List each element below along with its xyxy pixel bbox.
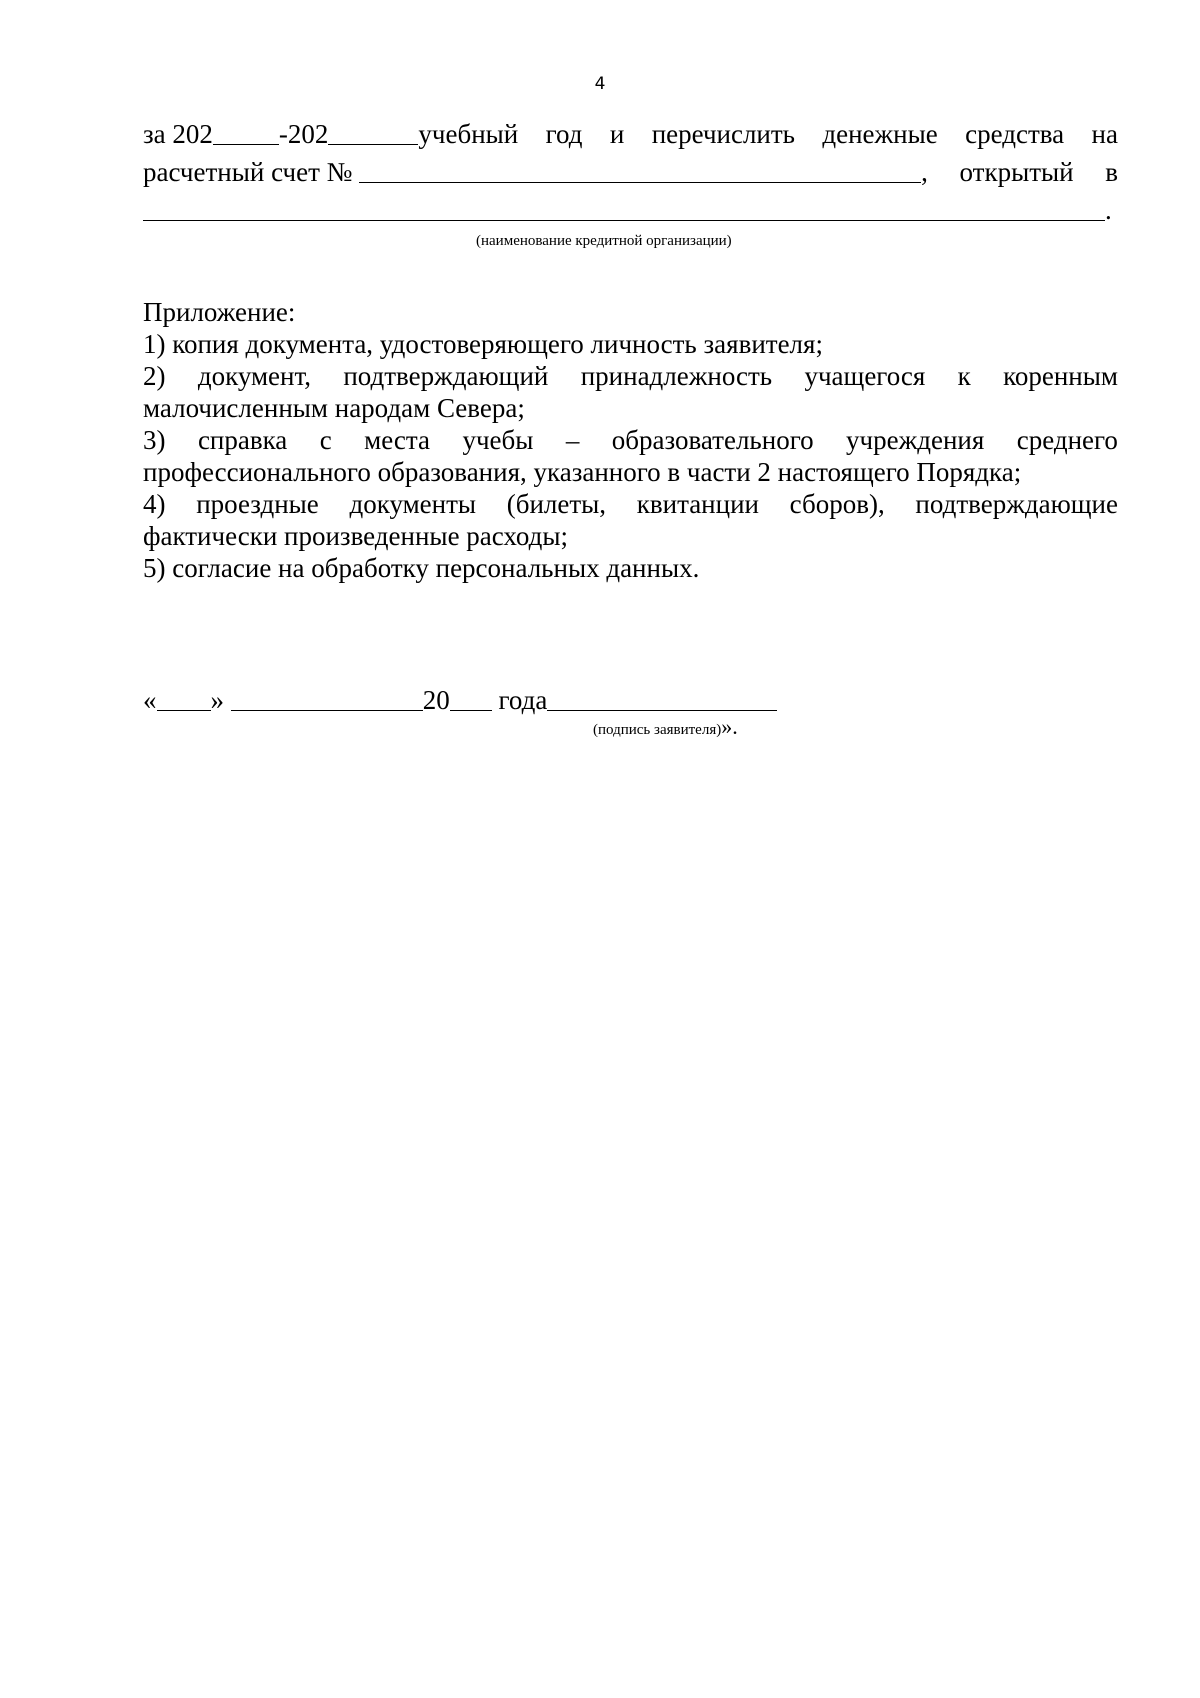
word: подтверждающие xyxy=(915,489,1118,519)
academic-year-line xyxy=(143,118,1118,150)
account-comma: , xyxy=(921,157,928,187)
year-field-group xyxy=(143,118,518,150)
account-line xyxy=(143,156,1118,188)
word: (билеты, xyxy=(506,489,607,519)
bank-period: . xyxy=(1105,195,1112,225)
attachment-item-3-line-2: профессионального образования, указанного в части 2 настоящего Порядка; xyxy=(143,457,1022,487)
year-end-blank[interactable] xyxy=(328,120,418,145)
page-number: 4 xyxy=(594,74,606,94)
word: учебы xyxy=(462,425,534,455)
bank-name-blank[interactable] xyxy=(143,196,1105,221)
year-word: год xyxy=(545,119,583,149)
attachment-item-4-line-2: фактически произведенные расходы; xyxy=(143,521,568,551)
day-blank[interactable] xyxy=(157,686,211,711)
attachments-list xyxy=(143,296,1118,584)
year-dash: -202 xyxy=(278,119,329,149)
attachment-item-1: 1) копия документа, удостоверяющего личность заявителя; xyxy=(143,329,823,359)
year-word-label: года xyxy=(498,685,548,715)
funds-word: средства xyxy=(965,119,1065,149)
to-word: на xyxy=(1091,119,1118,149)
word: справка xyxy=(197,425,288,455)
word: к xyxy=(957,361,971,391)
word: образовательного xyxy=(611,425,814,455)
word: среднего xyxy=(1016,425,1118,455)
word: документы xyxy=(349,489,477,519)
attachment-item-3-line-1 xyxy=(143,424,1118,456)
month-blank[interactable] xyxy=(231,686,423,711)
bank-line xyxy=(143,194,1118,226)
signature-blank[interactable] xyxy=(547,686,777,711)
year-prefix: за 202 xyxy=(143,119,213,149)
academic-word: учебный xyxy=(418,119,519,149)
account-number-blank[interactable] xyxy=(359,158,921,183)
word: учащегося xyxy=(804,361,926,391)
account-field-group xyxy=(143,156,928,188)
and-word: и xyxy=(609,119,625,149)
word: проездные xyxy=(196,489,319,519)
date-signature-line xyxy=(143,684,777,716)
attachment-item-2-line-1 xyxy=(143,360,1118,392)
word: сборов), xyxy=(789,489,885,519)
year-start-blank[interactable] xyxy=(213,120,279,145)
year-blank[interactable] xyxy=(450,686,492,711)
word: учреждения xyxy=(846,425,985,455)
word: квитанции xyxy=(636,489,759,519)
word: – xyxy=(565,425,580,455)
closing-quote: ». xyxy=(721,714,738,739)
word: 3) xyxy=(143,425,166,455)
word: подтверждающий xyxy=(343,361,549,391)
bank-caption: (наименование кредитной организации) xyxy=(476,233,732,249)
attachment-item-2-line-2: малочисленным народам Севера; xyxy=(143,393,525,423)
word: принадлежность xyxy=(580,361,773,391)
close-quote: » xyxy=(210,685,224,715)
word: 2) xyxy=(143,361,166,391)
word: коренным xyxy=(1003,361,1118,391)
account-label: расчетный счет № xyxy=(143,157,353,187)
signature-caption-text: (подпись заявителя) xyxy=(593,722,722,738)
attachment-item-5: 5) согласие на обработку персональных данных. xyxy=(143,553,700,583)
century-prefix: 20 xyxy=(422,685,450,715)
word: места xyxy=(364,425,430,455)
attachment-item-4-line-1 xyxy=(143,488,1118,520)
opened-word: открытый xyxy=(959,157,1074,187)
attachments-heading: Приложение: xyxy=(143,297,296,327)
signature-caption xyxy=(593,714,738,739)
word: 4) xyxy=(143,489,166,519)
transfer-word: перечислить xyxy=(651,119,795,149)
word: документ, xyxy=(197,361,311,391)
word: с xyxy=(319,425,332,455)
in-word: в xyxy=(1105,157,1118,187)
open-quote: « xyxy=(143,685,157,715)
money-word: денежные xyxy=(822,119,938,149)
